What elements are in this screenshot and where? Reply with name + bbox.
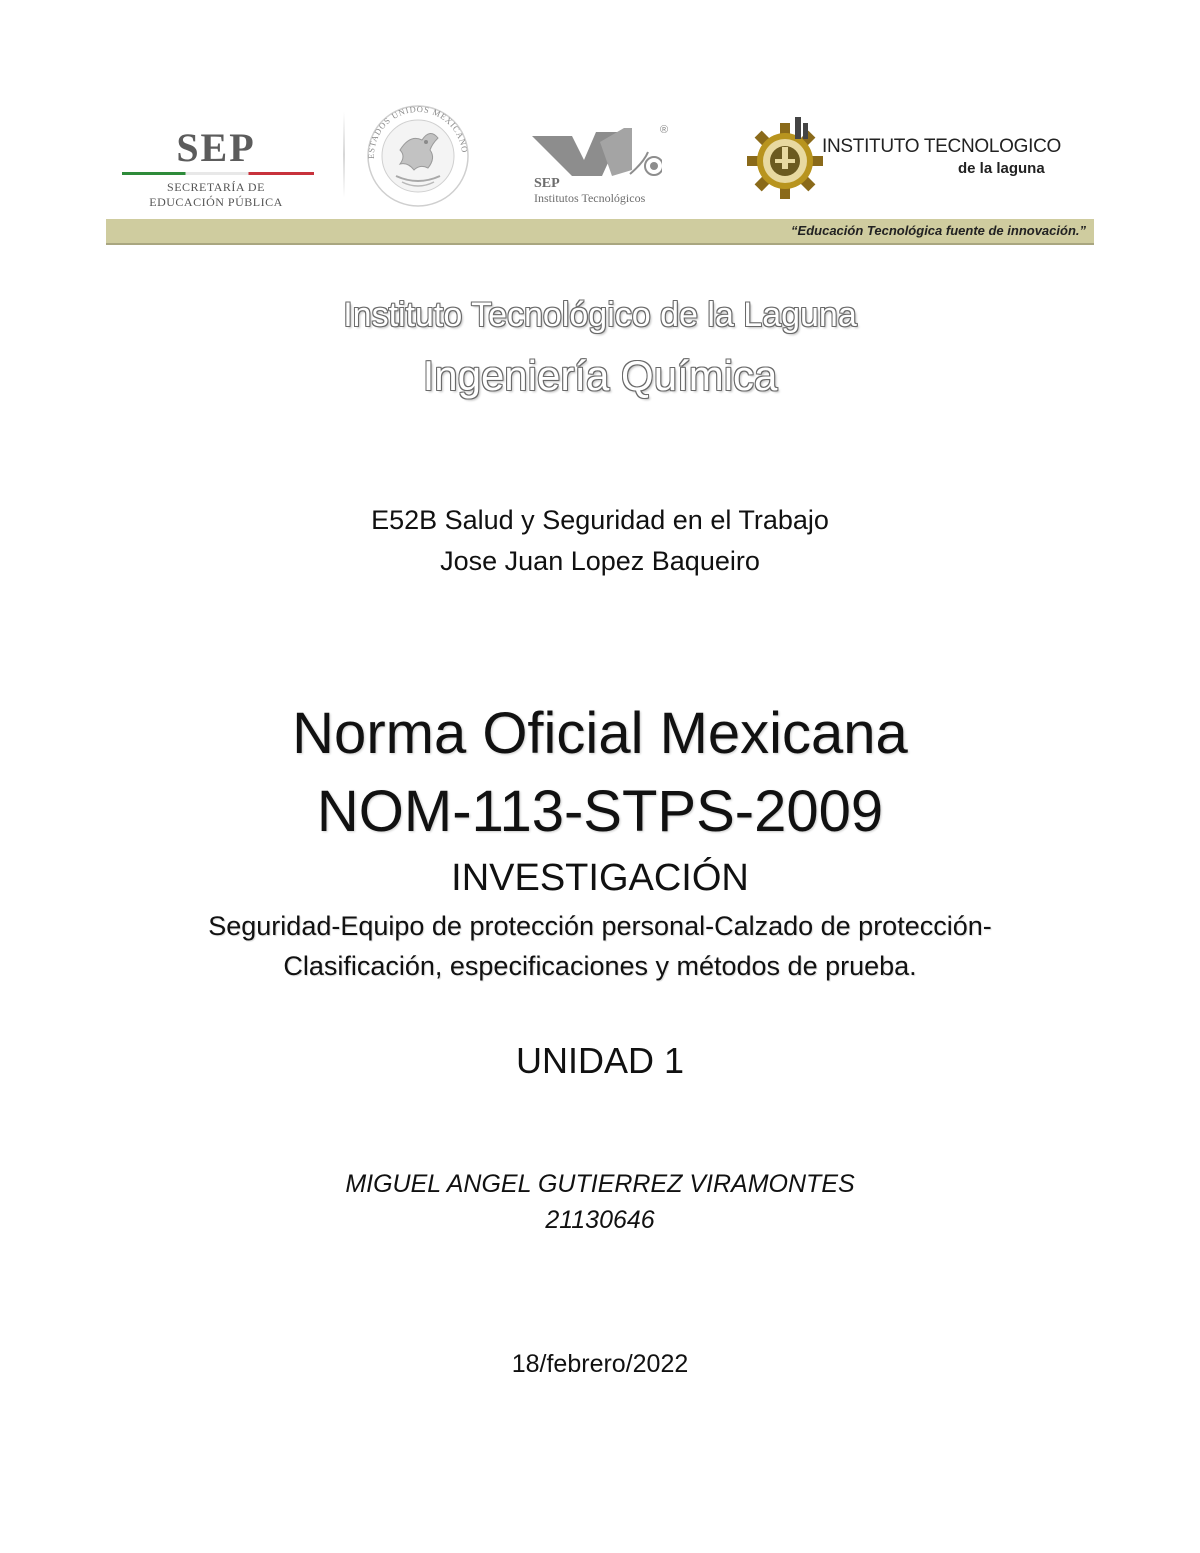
tecnologicos-shape-icon	[532, 122, 662, 178]
student-name: MIGUEL ANGEL GUTIERREZ VIRAMONTES	[345, 1170, 855, 1198]
sep-logo-line2: EDUCACIÓN PÚBLICA	[149, 195, 283, 209]
unit-label: UNIDAD 1	[515, 1040, 685, 1081]
gear-icon	[745, 115, 825, 199]
sep-logo-word: SEP	[176, 125, 256, 170]
institute-logo-subtitle: de la laguna	[958, 160, 1045, 177]
student-id: 21130646	[545, 1206, 655, 1234]
institution-name: Instituto Tecnológico de la Laguna	[343, 296, 857, 334]
document-code: NOM-113-STPS-2009	[316, 779, 884, 844]
tecnologicos-logo-word: SEP	[534, 176, 560, 191]
tecnologicos-logo-subtitle: Institutos Tecnológicos	[534, 191, 646, 205]
document-title: Norma Oficial Mexicana	[292, 701, 908, 766]
document-date: 18/febrero/2022	[511, 1350, 689, 1378]
national-seal-logo	[360, 98, 476, 208]
description-line-2: Clasificación, especificaciones y métodos de prueba.	[283, 951, 917, 981]
slogan-bar	[106, 219, 1094, 245]
document-type: INVESTIGACIÓN	[451, 857, 749, 899]
seal-text: ESTADOS UNIDOS MEXICANO	[365, 103, 470, 159]
institutos-tecnologicos-logo	[528, 120, 698, 215]
teacher-name: Jose Juan Lopez Baqueiro	[440, 546, 760, 576]
logo-divider	[343, 112, 345, 198]
sep-logo-line1: SECRETARÍA DE	[167, 180, 265, 194]
institute-logo-title: INSTITUTO TECNOLOGICO	[822, 136, 1061, 157]
sep-logo-tricolor-line	[122, 172, 314, 175]
sep-logo	[118, 120, 318, 210]
career-name: Ingeniería Química	[422, 352, 778, 399]
course-name: E52B Salud y Seguridad en el Trabajo	[371, 505, 829, 535]
slogan-text: “Educación Tecnológica fuente de innovación.”	[791, 223, 1086, 238]
eagle-seal-icon	[360, 98, 476, 208]
registered-mark: ®	[660, 124, 669, 136]
instituto-gear-logo	[745, 115, 825, 199]
description-line-1: Seguridad-Equipo de protección personal-Calzado de protección-	[208, 911, 992, 941]
